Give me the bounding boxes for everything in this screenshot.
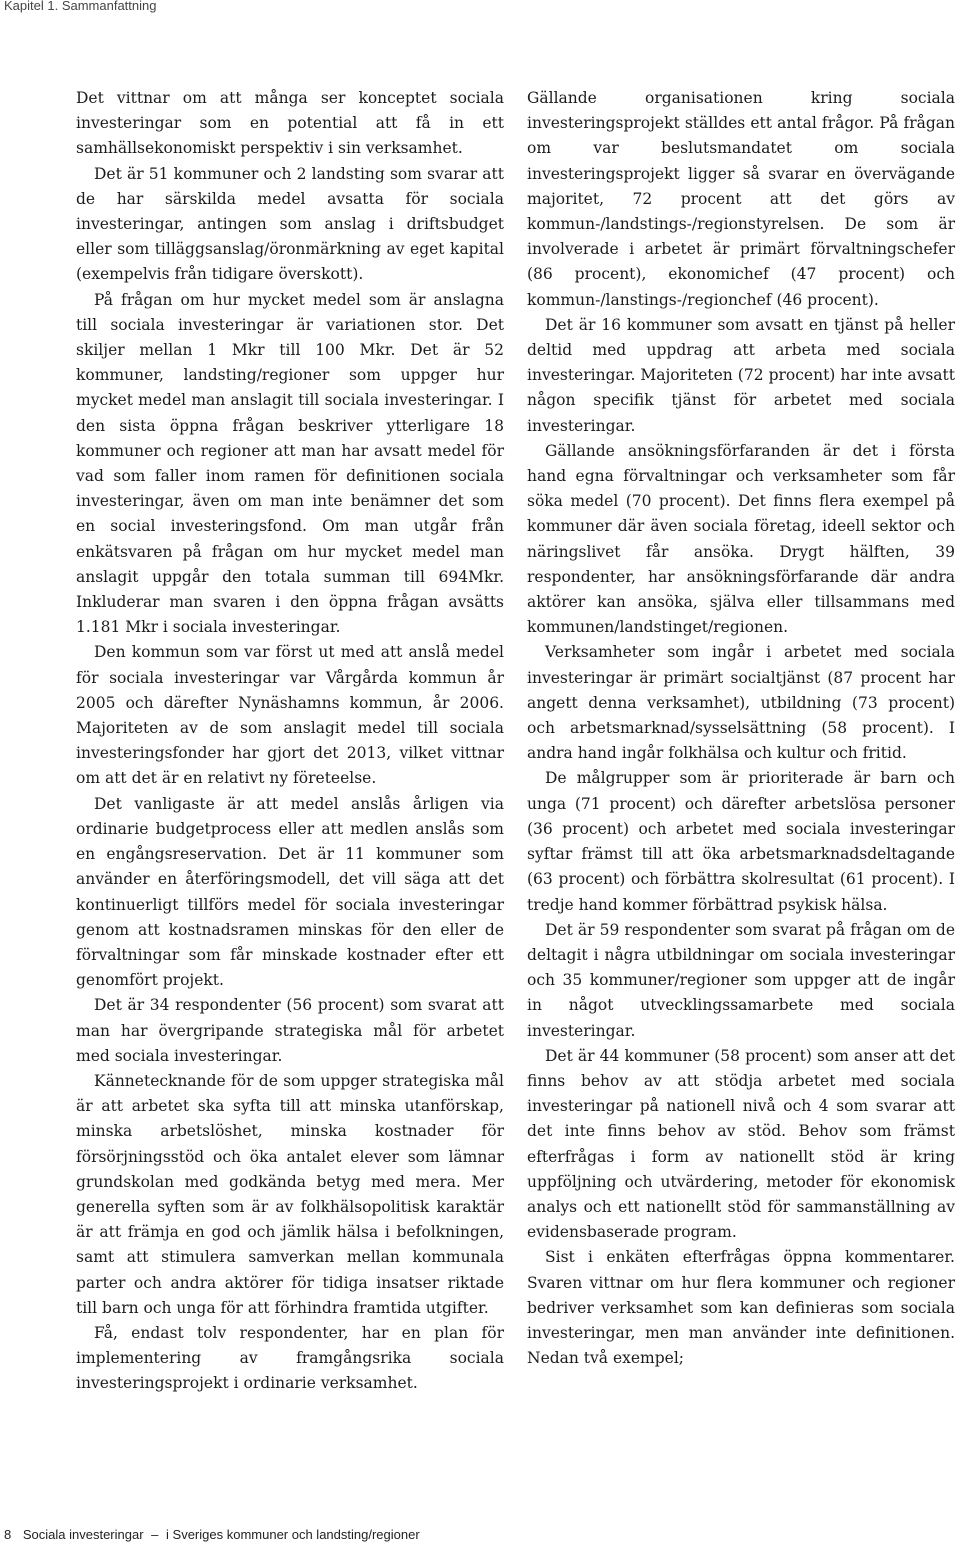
paragraph: Det vittnar om att många ser konceptet sociala investeringar som en potential att få in ett samhällsekonomiskt perspektiv i sin verksamhet. [76,89,504,158]
paragraph: Den kommun som var först ut med att anslå medel för sociala investeringar var Vårgårda kommun år 2005 och därefter Nynäshamns kommun, år 2006. Majoriteten av de som anslagit medel till sociala investeringsfonder har gjort det 2013, vilket vittnar om att det är en relativt ny företeelse. [76,643,504,788]
left-column [76,86,504,1397]
publication-subtitle: i Sveriges kommuner och landsting/regioner [166,1527,420,1542]
paragraph: Det är 59 respondenter som svarat på frågan om de deltagit i några utbildningar om sociala investeringar och 35 kommuner/regioner som uppger att de ingår in något utvecklingssamarbete med sociala investeringar. [527,920,955,1040]
footer-separator: – [151,1527,159,1542]
paragraph: Det vanligaste är att medel anslås årligen via ordinarie budgetprocess eller att medlen anslås som en engångsreservation. Det är 11 kommuner som använder en återföringsmodell, det vill säga att det kontinuerligt tillförs medel för sociala investeringar genom att kostnadsramen minskas för den eller de förvaltningar som får minskade kostnader efter ett genomfört projekt. [76,794,504,990]
running-head: Kapitel 1. Sammanfattning [4,0,157,13]
paragraph: Gällande ansökningsförfaranden är det i första hand egna förvaltningar och verksamheter som får söka medel (70 procent). Det finns flera exempel på kommuner där även sociala företag, ideell sektor och näringslivet får ansöka. Drygt hälften, 39 respondenter, har ansökningsförfarande där andra aktörer kan ansöka, själva eller tillsammans med kommunen/landstinget/regionen. [527,441,955,637]
paragraph: Det är 44 kommuner (58 procent) som anser att det finns behov av att stödja arbetet med sociala investeringar på nationell nivå och 4 som svarar att det inte finns behov av stöd. Behov som främst efterfrågas i form av nationellt stöd är kring uppföljning och utvärdering, metoder för ekonomisk analys och ett nationellt stöd för sammanställning av evidensbaserade program. [527,1046,955,1242]
paragraph: Sist i enkäten efterfrågas öppna kommentarer. Svaren vittnar om hur flera kommuner och regioner bedriver verksamhet som kan definieras som sociala investeringar, men man använder inte definitionen. Nedan två exempel; [527,1248,955,1368]
paragraph: Det är 16 kommuner som avsatt en tjänst på heller deltid med uppdrag att arbeta med sociala investeringar. Majoriteten (72 procent) har inte avsatt någon specifik tjänst för arbetet med sociala investeringar. [527,315,955,435]
paragraph: De målgrupper som är prioriterade är barn och unga (71 procent) och därefter arbetslösa personer (36 procent) och arbetet med sociala investeringar syftar främst till att öka arbetsmarknadsdeltagande (63 procent) och förbättra skolresultat (61 procent). I tredje hand kommer förbättrad psykisk hälsa. [527,769,955,914]
paragraph: Verksamheter som ingår i arbetet med sociala investeringar är primärt socialtjänst (87 procent har angett denna verksamhet), utbildning (73 procent) och arbetsmarknad/sysselsättning (58 procent). I andra hand ingår folkhälsa och kultur och fritid. [527,643,955,763]
paragraph: Det är 51 kommuner och 2 landsting som svarar att de har särskilda medel avsatta för sociala investeringar, antingen som anslag i driftsbudget eller som tilläggsanslag/öronmärkning av eget kapital (exempelvis från tidigare överskott). [76,164,504,284]
paragraph: Få, endast tolv respondenter, har en plan för implementering av framgångsrika sociala investeringsprojekt i ordinarie verksamhet. [76,1323,504,1393]
paragraph: Gällande organisationen kring sociala investeringsprojekt ställdes ett antal frågor. På frågan om var beslutsmandatet om sociala investeringsprojekt ligger så svarar en övervägande majoritet, 72 procent att det görs av kommun-/landstings-/regionstyrelsen. De som är involverade i arbetet är primärt förvaltningschefer (86 procent), ekonomichef (47 procent) och kommun-/lanstings-/regionchef (46 procent). [527,89,955,309]
publication-title: Sociala investeringar [22,1527,144,1542]
page-number: 8 [4,1527,12,1542]
paragraph: Det är 34 respondenter (56 procent) som svarat att man har övergripande strategiska mål för arbetet med sociala investeringar. [76,996,504,1065]
paragraph: Kännetecknande för de som uppger strategiska mål är att arbetet ska syfta till att minska utanförskap, minska arbetslöshet, minska kostnader för försörjningsstöd och öka antalet elever som lämnar grundskolan med godkända betyg med mera. Mer generella syften som är av folkhälsopolitisk karaktär är att främja en god och jämlik hälsa i befolkningen, samt att stimulera samverkan mellan kommunala parter och andra aktörer för tidiga insatser riktade till barn och unga för att förhindra framtida utgifter. [76,1071,504,1317]
page-footer [4,1527,420,1542]
paragraph: På frågan om hur mycket medel som är anslagna till sociala investeringar är variationen stor. Det skiljer mellan 1 Mkr till 100 Mkr. Det är 52 kommuner, landsting/regioner som uppger hur mycket medel man anslagit till sociala investeringar. I den sista öppna frågan beskriver ytterligare 18 kommuner och regioner att man har avsatt medel för vad som faller inom ramen för definitionen sociala investeringar, även om man inte benämner det som en social investeringsfond. Om man utgår från enkätsvaren på frågan om hur mycket medel man anslagit uppgår den totala summan till 694Mkr. Inkluderar man svaren i den öppna frågan avsätts 1.181 Mkr i sociala investeringar. [76,290,504,637]
right-column [527,86,955,1371]
